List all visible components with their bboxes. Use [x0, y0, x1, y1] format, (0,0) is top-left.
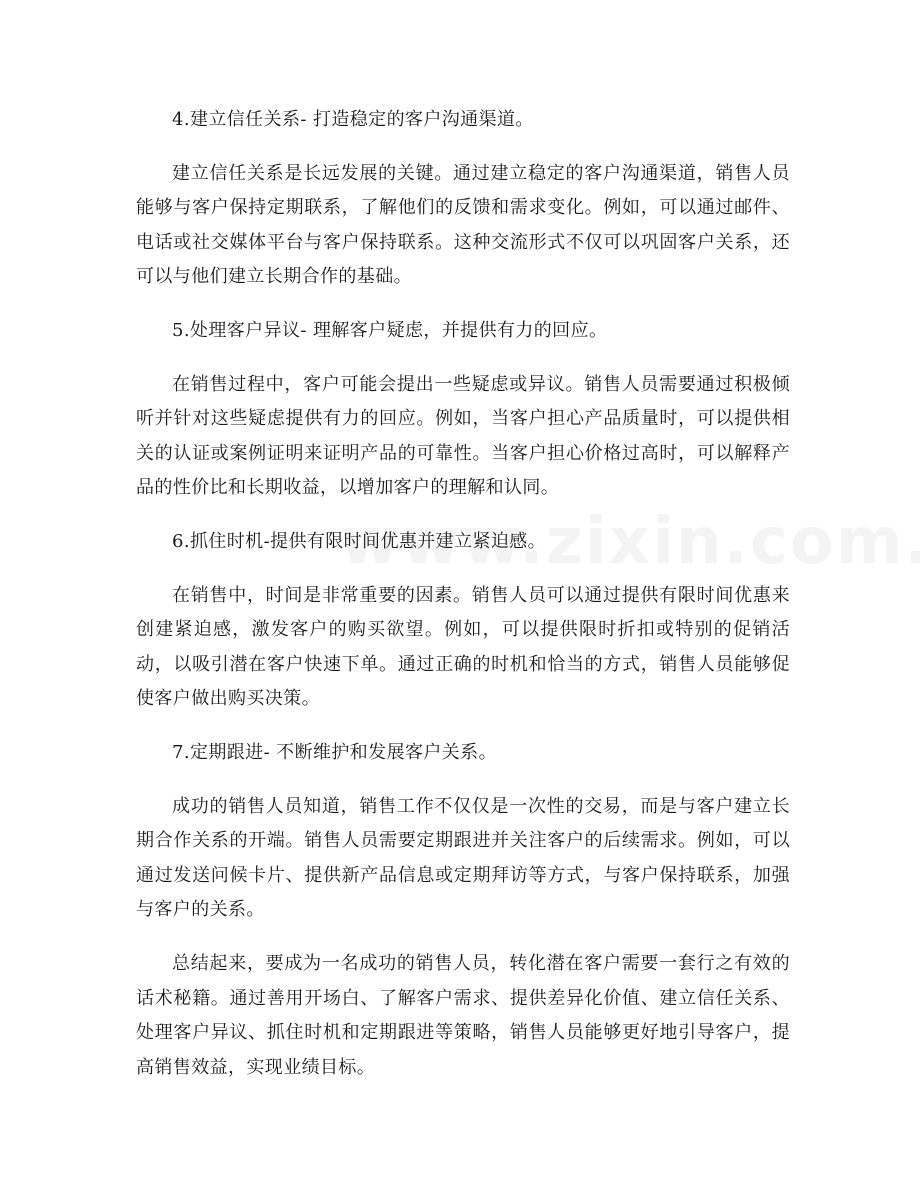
section-5-heading: 5.处理客户异议- 理解客户疑虑，并提供有力的回应。 [172, 320, 608, 341]
section-7-paragraph: 成功的销售人员知道，销售工作不仅仅是一次性的交易，而是与客户建立长期合作关系的开端。销售人员需要定期跟进并关注客户的后续需求。例如，可以通过发送问候卡片、提供新产品信息或定期拜访等方式，与客户保持联系，加强与客户的关系。 [136, 795, 790, 920]
section-5-paragraph: 在销售过程中，客户可能会提出一些疑虑或异议。销售人员需要通过积极倾听并针对这些疑虑提供有力的回应。例如，当客户担心产品质量时，可以提供相关的认证或案例证明来证明产品的可靠性。当客户担心价格过高时，可以解释产品的性价比和长期收益，以增加客户的理解和认同。 [136, 373, 790, 498]
section-7-heading: 7.定期跟进- 不断维护和发展客户关系。 [172, 742, 497, 763]
document-body [136, 103, 790, 1105]
conclusion-paragraph: 总结起来，要成为一名成功的销售人员，转化潜在客户需要一套行之有效的话术秘籍。通过善用开场白、了解客户需求、提供差异化价值、建立信任关系、处理客户异议、抓住时机和定期跟进等策略，销售人员能够更好地引导客户，提高销售效益，实现业绩目标。 [136, 953, 790, 1078]
section-6-heading: 6.抓住时机-提供有限时间优惠并建立紧迫感。 [172, 531, 547, 552]
section-4-paragraph: 建立信任关系是长远发展的关键。通过建立稳定的客户沟通渠道，销售人员能够与客户保持定期联系，了解他们的反馈和需求变化。例如，可以通过邮件、电话或社交媒体平台与客户保持联系。这种交流形式不仅可以巩固客户关系，还可以与他们建立长期合作的基础。 [136, 162, 790, 287]
section-4-heading: 4.建立信任关系- 打造稳定的客户沟通渠道。 [172, 109, 534, 130]
section-6-paragraph: 在销售中，时间是非常重要的因素。销售人员可以通过提供有限时间优惠来创建紧迫感，激发客户的购买欲望。例如，可以提供限时折扣或特别的促销活动，以吸引潜在客户快速下单。通过正确的时机和恰当的方式，销售人员能够促使客户做出购买决策。 [136, 584, 790, 709]
